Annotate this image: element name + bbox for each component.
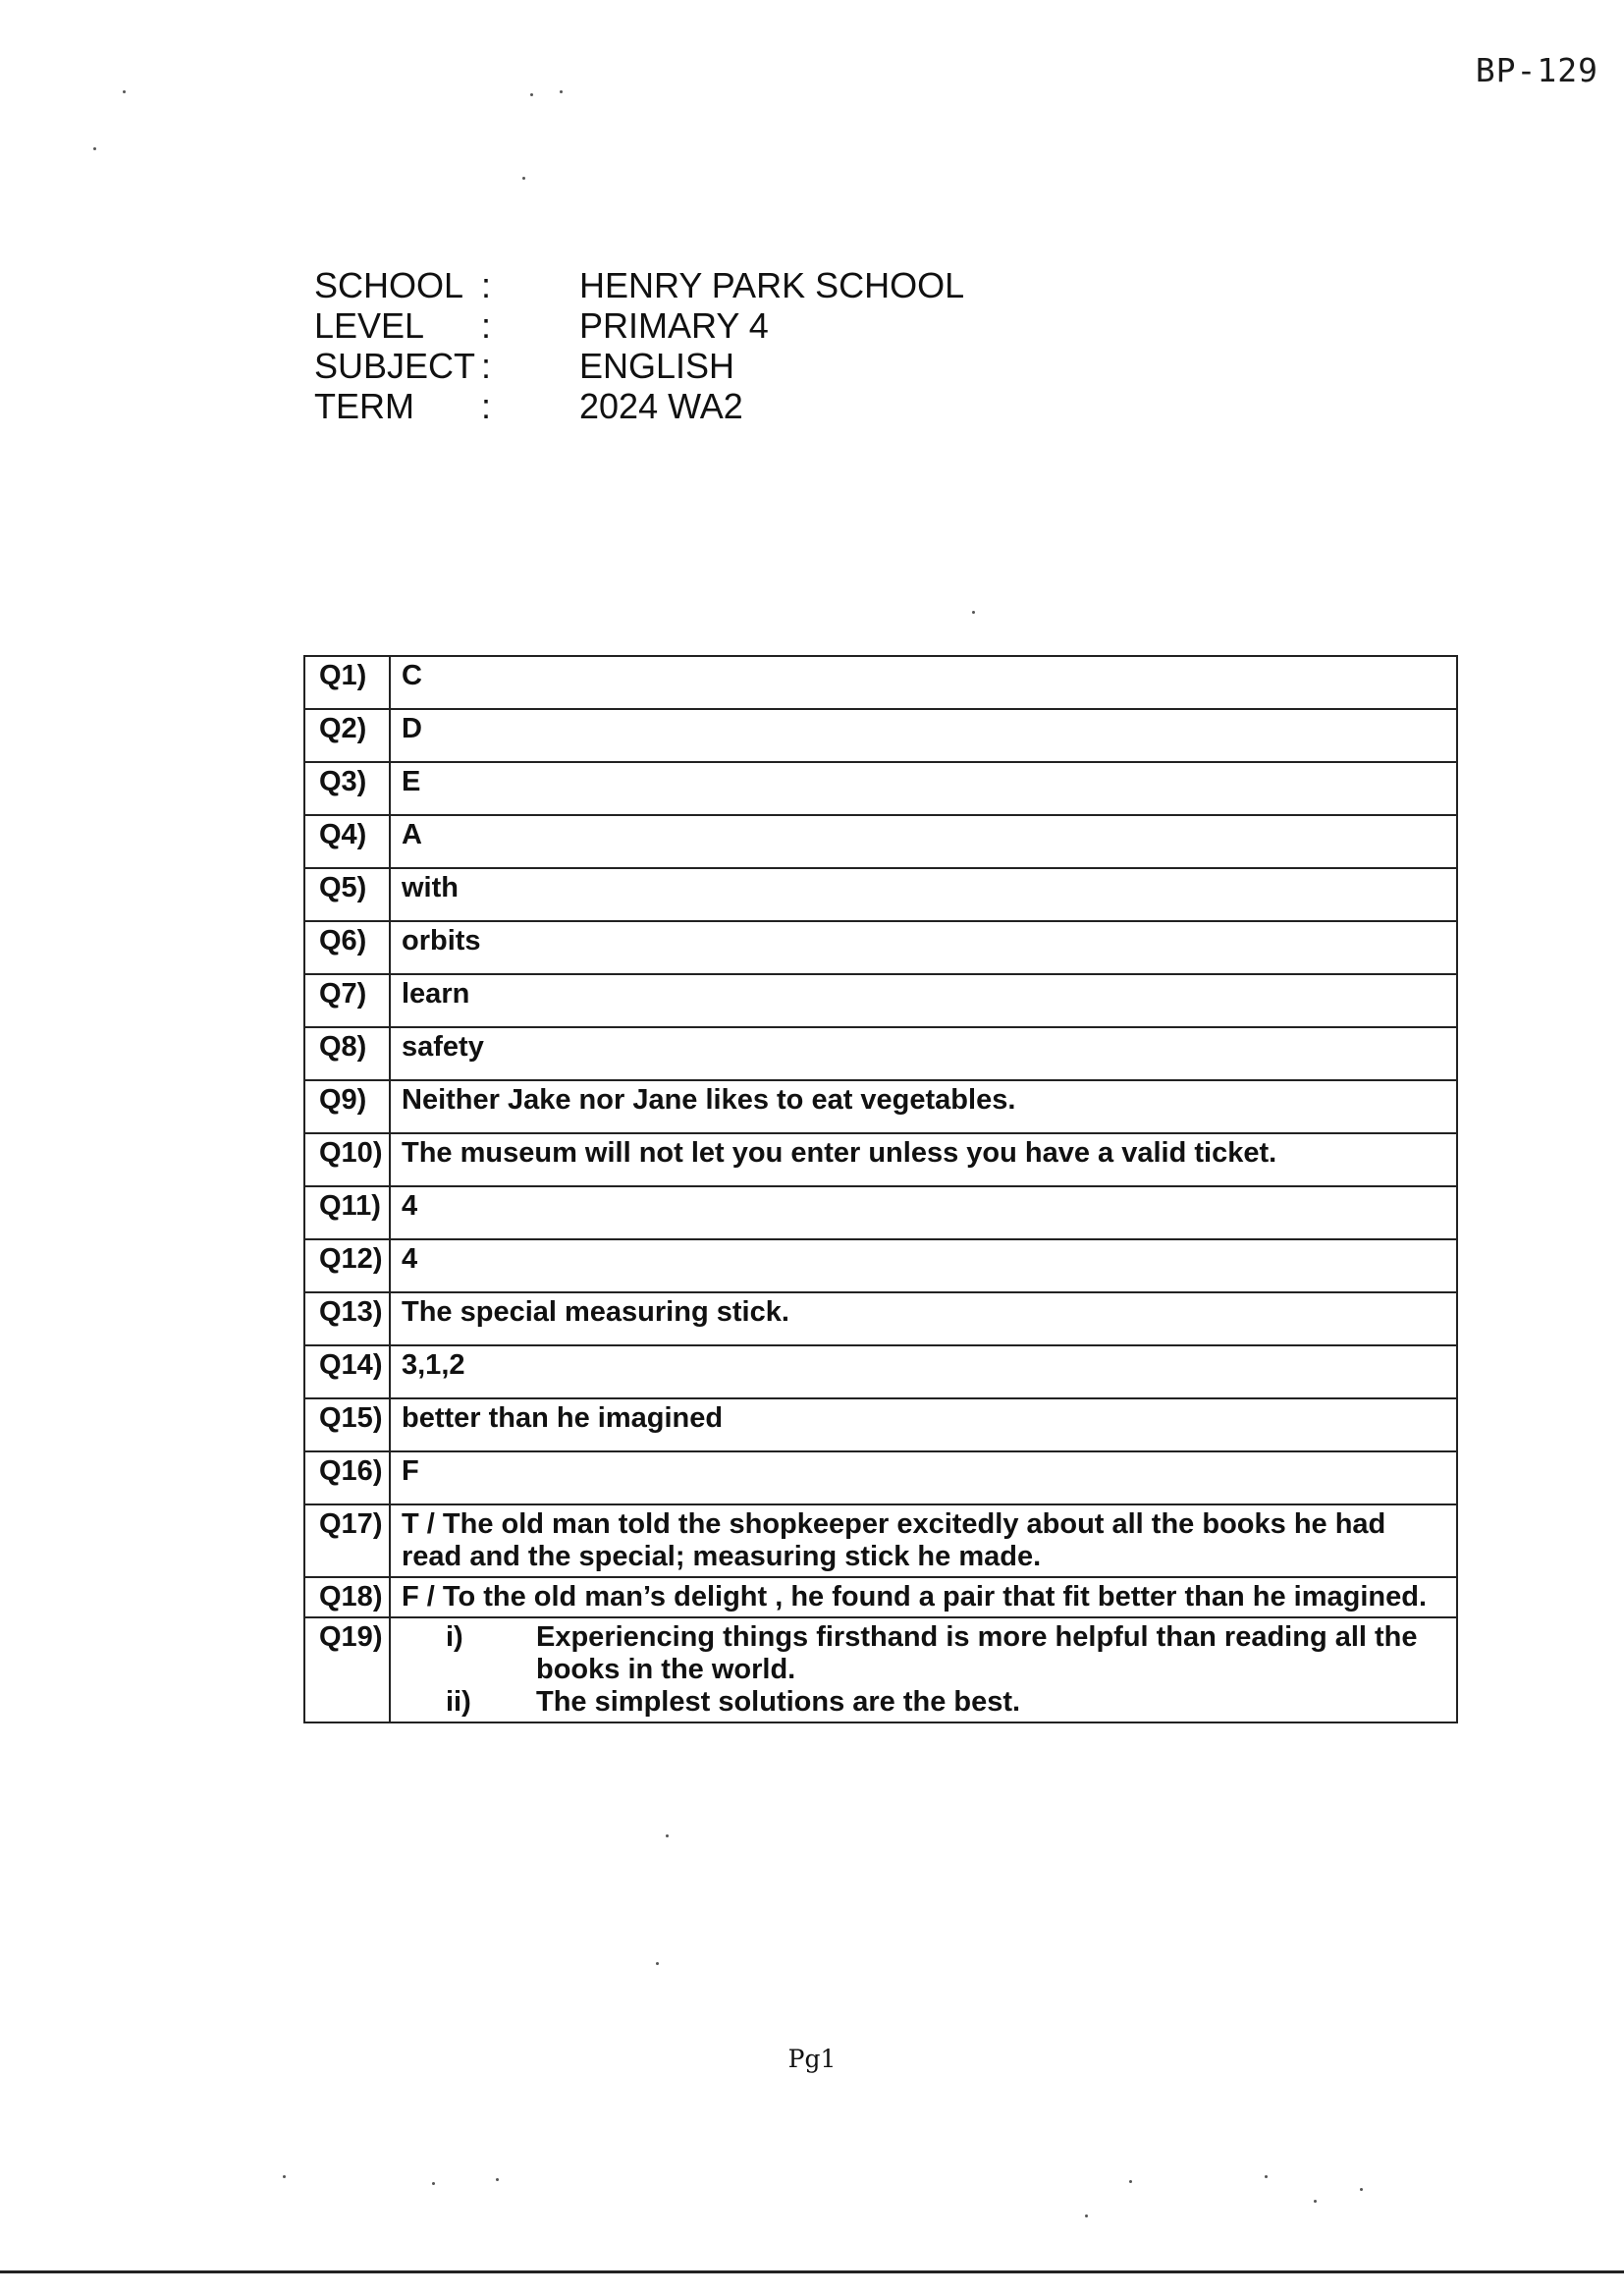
table-row	[304, 1398, 1457, 1451]
question-number: Q1)	[304, 656, 390, 709]
answer-cell: D	[390, 709, 1457, 762]
header-value: ENGLISH	[579, 346, 735, 386]
header-row-term	[314, 386, 964, 426]
question-number: Q8)	[304, 1027, 390, 1080]
page-number: Pg1	[787, 2045, 837, 2073]
scan-speck	[560, 90, 563, 93]
document-code: BP-129	[1475, 51, 1598, 89]
answer-cell: learn	[390, 974, 1457, 1027]
answer-cell: E	[390, 762, 1457, 815]
scan-speck	[123, 90, 126, 93]
sub-answer-text: Experiencing things firsthand is more helpful than reading all the books in the world.	[536, 1621, 1418, 1685]
table-row	[304, 815, 1457, 868]
header-label: LEVEL	[314, 305, 425, 346]
question-number: Q9)	[304, 1080, 390, 1133]
question-number: Q4)	[304, 815, 390, 868]
table-row	[304, 1292, 1457, 1345]
question-number: Q11)	[304, 1186, 390, 1239]
question-number: Q2)	[304, 709, 390, 762]
table-row	[304, 1617, 1457, 1722]
table-row	[304, 1186, 1457, 1239]
scan-edge-line	[0, 2270, 1624, 2273]
answer-cell: F	[390, 1451, 1457, 1504]
header-label: TERM	[314, 386, 414, 426]
sub-answer-list	[402, 1621, 1445, 1719]
scan-speck	[432, 2182, 435, 2185]
question-number: Q13)	[304, 1292, 390, 1345]
question-number: Q15)	[304, 1398, 390, 1451]
scan-speck	[283, 2175, 286, 2178]
table-row	[304, 868, 1457, 921]
answer-cell: 3,1,2	[390, 1345, 1457, 1398]
scan-speck	[93, 147, 96, 150]
table-row	[304, 1133, 1457, 1186]
header-label: SUBJECT	[314, 346, 476, 386]
scan-speck	[1085, 2214, 1088, 2217]
answer-cell: 4	[390, 1239, 1457, 1292]
table-row	[304, 656, 1457, 709]
sub-answer-marker: ii)	[446, 1686, 471, 1718]
answer-table-body	[304, 656, 1457, 1722]
answer-cell: F / To the old man’s delight , he found a pair that fit better than he imagined.	[390, 1577, 1457, 1617]
question-number: Q14)	[304, 1345, 390, 1398]
question-number: Q18)	[304, 1577, 390, 1617]
answer-cell: safety	[390, 1027, 1457, 1080]
table-row	[304, 1239, 1457, 1292]
answer-cell: The museum will not let you enter unless you have a valid ticket.	[390, 1133, 1457, 1186]
sub-answer-marker: i)	[446, 1621, 463, 1653]
scan-speck	[1314, 2200, 1317, 2203]
table-row	[304, 921, 1457, 974]
scan-speck	[666, 1834, 669, 1837]
table-row	[304, 762, 1457, 815]
question-number: Q3)	[304, 762, 390, 815]
table-row	[304, 1080, 1457, 1133]
answer-cell: A	[390, 815, 1457, 868]
header-row-level	[314, 305, 964, 346]
table-row	[304, 1577, 1457, 1617]
scan-speck	[972, 611, 975, 614]
question-number: Q12)	[304, 1239, 390, 1292]
scan-speck	[1360, 2188, 1363, 2191]
header-label: SCHOOL	[314, 265, 464, 305]
scan-speck	[530, 93, 533, 96]
header-colon: :	[481, 346, 492, 386]
answer-cell: 4	[390, 1186, 1457, 1239]
header-colon: :	[481, 265, 492, 305]
answer-cell: with	[390, 868, 1457, 921]
question-number: Q5)	[304, 868, 390, 921]
scan-speck	[496, 2178, 499, 2181]
list-item	[402, 1686, 1445, 1719]
answer-cell: orbits	[390, 921, 1457, 974]
table-row	[304, 1451, 1457, 1504]
table-row	[304, 974, 1457, 1027]
answer-cell: T / The old man told the shopkeeper excitedly about all the books he had read and the special; measuring stick he made.	[390, 1504, 1457, 1577]
header-row-school	[314, 265, 964, 305]
question-number: Q7)	[304, 974, 390, 1027]
scan-speck	[522, 177, 525, 180]
answer-cell: The special measuring stick.	[390, 1292, 1457, 1345]
question-number: Q16)	[304, 1451, 390, 1504]
question-number: Q17)	[304, 1504, 390, 1577]
table-row	[304, 1345, 1457, 1398]
header-colon: :	[481, 386, 492, 426]
header-value: PRIMARY 4	[579, 305, 769, 346]
question-number: Q19)	[304, 1617, 390, 1722]
header-colon: :	[481, 305, 492, 346]
scan-speck	[1129, 2180, 1132, 2183]
header-value: 2024 WA2	[579, 386, 743, 426]
answer-cell: Neither Jake nor Jane likes to eat vegetables.	[390, 1080, 1457, 1133]
table-row	[304, 1027, 1457, 1080]
table-row	[304, 709, 1457, 762]
question-number: Q10)	[304, 1133, 390, 1186]
table-row	[304, 1504, 1457, 1577]
scan-speck	[656, 1962, 659, 1965]
document-header	[314, 265, 964, 426]
answer-cell	[390, 1617, 1457, 1722]
header-value: HENRY PARK SCHOOL	[579, 265, 965, 305]
answer-table	[303, 655, 1458, 1723]
answer-cell: C	[390, 656, 1457, 709]
scan-speck	[1265, 2175, 1268, 2178]
header-row-subject	[314, 346, 964, 386]
question-number: Q6)	[304, 921, 390, 974]
sub-answer-text: The simplest solutions are the best.	[536, 1686, 1021, 1718]
answer-cell: better than he imagined	[390, 1398, 1457, 1451]
list-item	[402, 1621, 1445, 1686]
